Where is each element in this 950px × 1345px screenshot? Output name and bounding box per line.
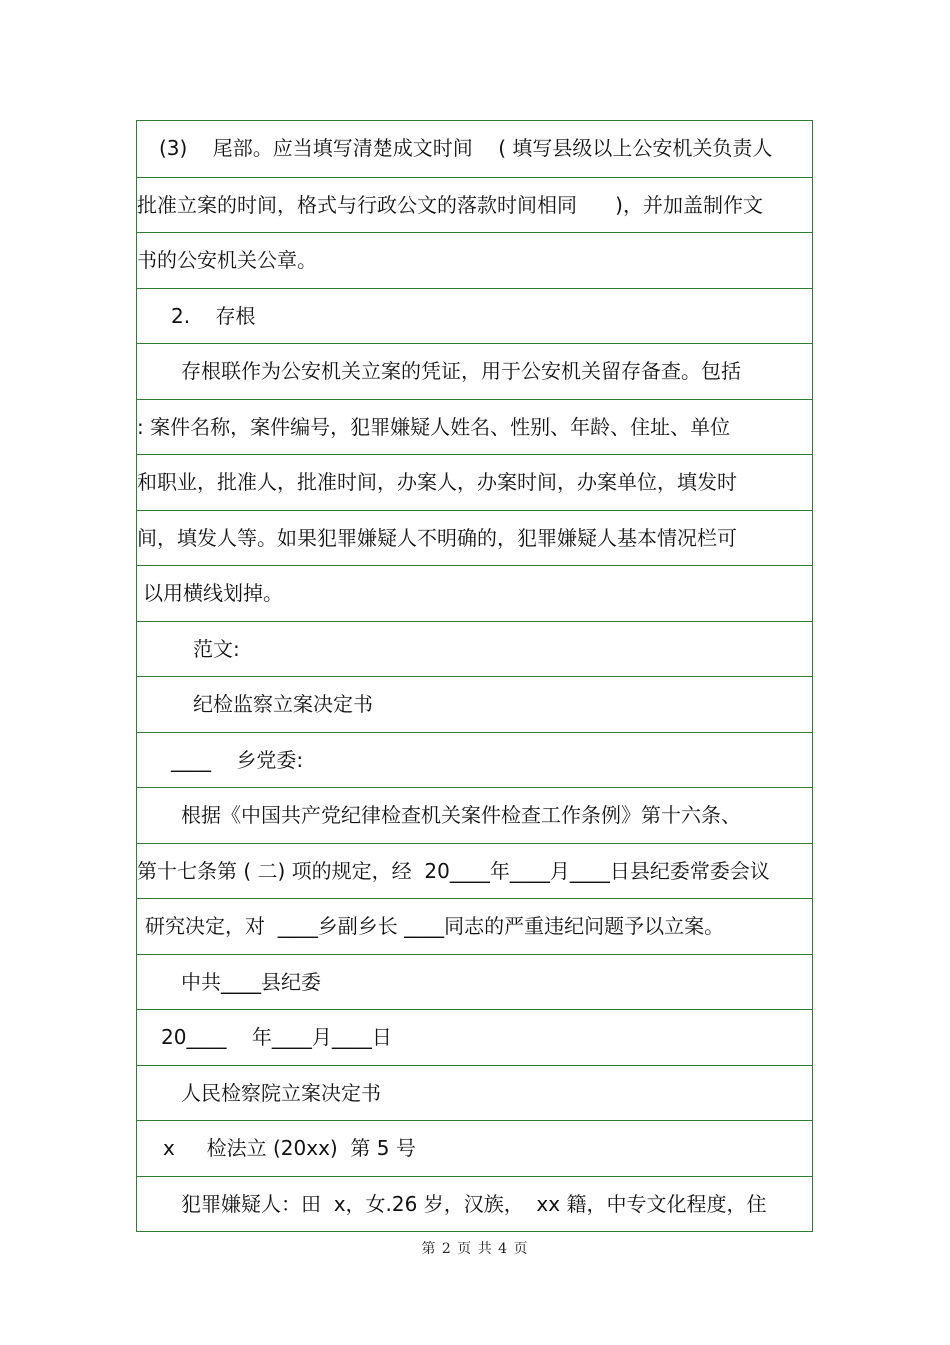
row-text: x 检法立 (20xx) 第 5 号: [163, 1136, 416, 1160]
page-footer: 第 2 页 共 4 页: [421, 1241, 529, 1257]
row-text: 批准立案的时间，格式与行政公文的落款时间相同 )，并加盖制作文: [137, 192, 763, 217]
table-row: [137, 787, 812, 843]
table-row: [137, 399, 812, 455]
table-row: [137, 510, 812, 566]
row-text: 书的公安机关公章。: [137, 248, 317, 272]
table-row: [137, 898, 812, 954]
document-table: [136, 120, 813, 1232]
row-text: 和职业，批准人，批准时间，办案人，办案时间，办案单位，填发时: [137, 470, 737, 494]
table-row: [137, 732, 812, 788]
table-row: [137, 621, 812, 677]
table-row: [137, 1176, 812, 1232]
table-row: [137, 121, 812, 177]
row-text: 存根联作为公安机关立案的凭证，用于公安机关留存备查。包括: [181, 359, 741, 383]
table-row: [137, 676, 812, 732]
row-text: 以用横线划掉。: [143, 581, 283, 605]
table-row: [137, 843, 812, 899]
row-text: 2. 存根: [171, 303, 256, 328]
row-text: 间，填发人等。如果犯罪嫌疑人不明确的，犯罪嫌疑人基本情况栏可: [137, 525, 737, 550]
table-row: [137, 954, 812, 1010]
table-row: [137, 288, 812, 344]
row-text: (3) 尾部。应当填写清楚成文时间 ( 填写县级以上公安机关负责人: [159, 136, 773, 160]
table-row: [137, 565, 812, 621]
row-text: 20____ 年____月____日: [161, 1025, 392, 1049]
table-row: [137, 232, 812, 288]
row-text: 中共____县纪委: [181, 969, 321, 994]
row-text: 范文:: [193, 636, 240, 661]
row-text: 犯罪嫌疑人：田 x，女.26 岁，汉族， xx 籍，中专文化程度，住: [181, 1191, 767, 1216]
row-text: ____ 乡党委:: [171, 747, 304, 772]
table-row: [137, 177, 812, 233]
row-text: 根据《中国共产党纪律检查机关案件检查工作条例》第十六条、: [181, 803, 741, 827]
row-text: 纪检监察立案决定书: [193, 692, 373, 716]
table-row: [137, 454, 812, 510]
row-text: 研究决定，对 ____乡副乡长 ____同志的严重违纪问题予以立案。: [145, 914, 725, 938]
table-row: [137, 1009, 812, 1065]
table-row: [137, 1120, 812, 1176]
table-row: [137, 1065, 812, 1121]
table-row: [137, 343, 812, 399]
row-text: 人民检察院立案决定书: [181, 1080, 381, 1105]
row-text: : 案件名称，案件编号，犯罪嫌疑人姓名、性别、年龄、住址、单位: [137, 414, 731, 439]
row-text: 第十七条第 ( 二) 项的规定，经 20____年____月____日县纪委常委会议: [137, 858, 770, 883]
